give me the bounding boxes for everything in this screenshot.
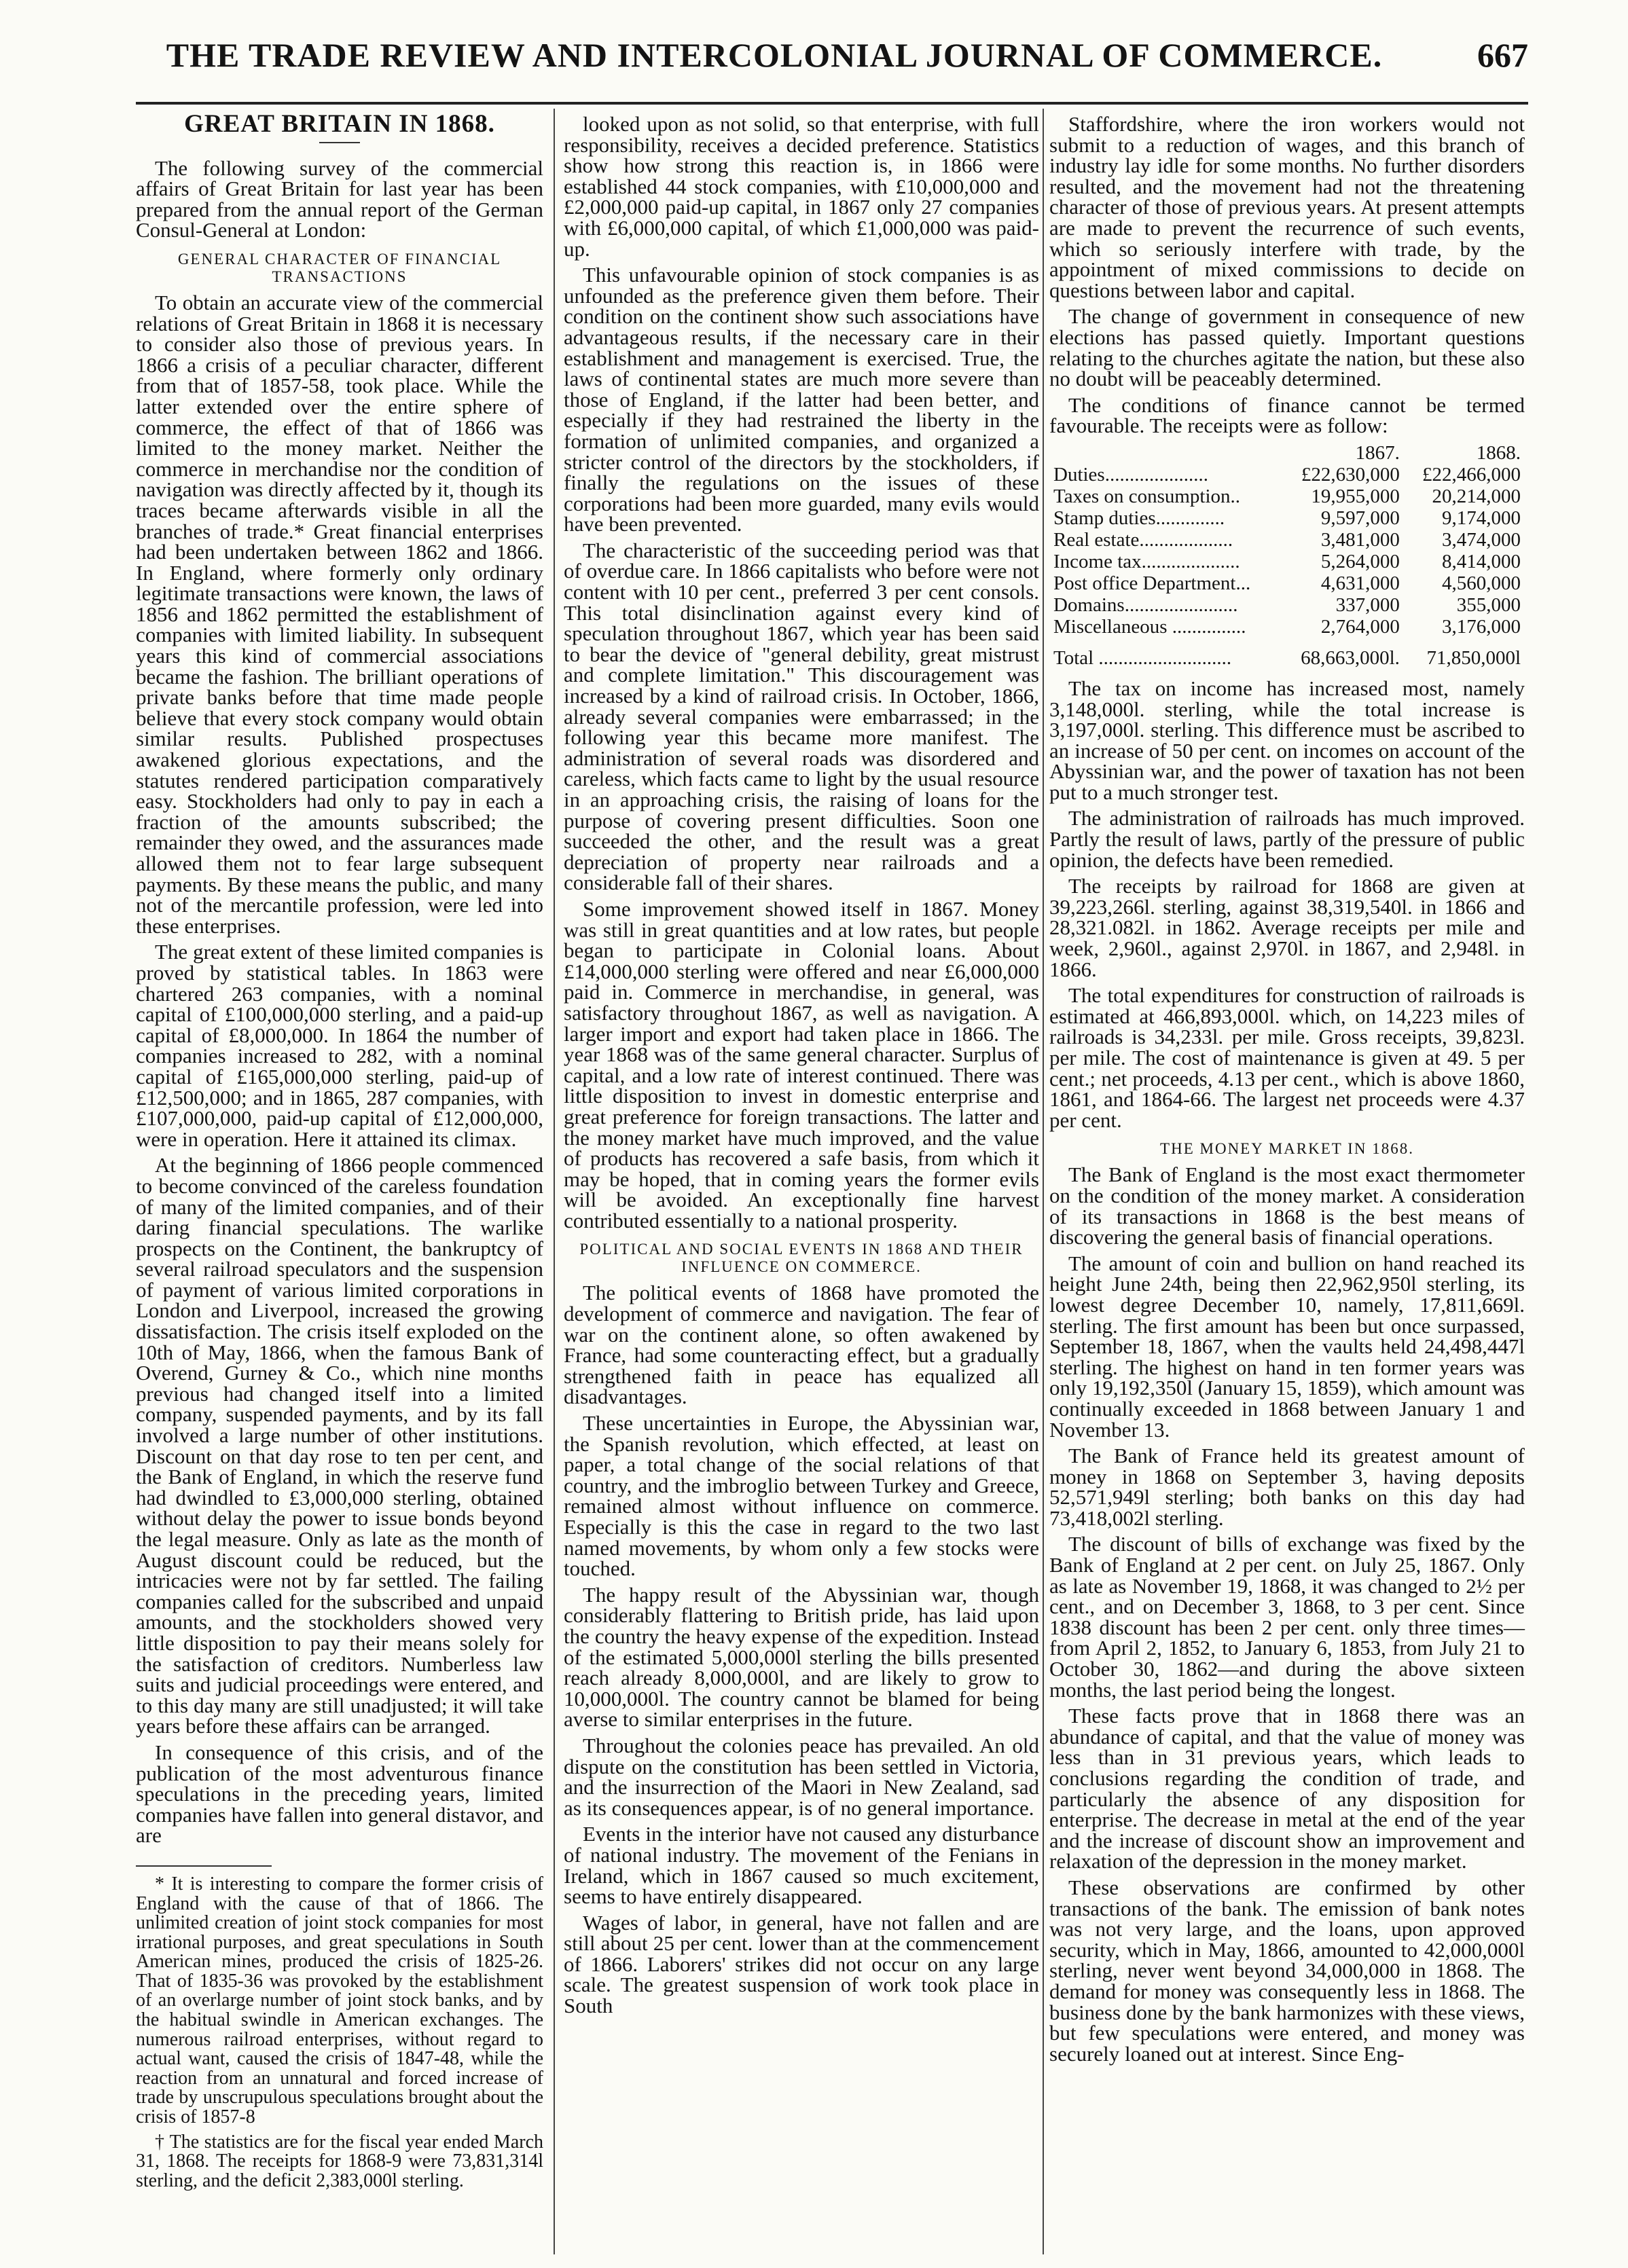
column-3 <box>1049 114 1525 2070</box>
paragraph: looked upon as not solid, so that enterprise, with full responsibility, receives a decided preference. Statistics show how strong this reaction is, in 1866 were established 44 stock companies, with £10,000,000 and £2,000,000 paid-up capital, in 1867 only 27 companies with £6,000,000 capital, of which £1,000,000 was paid-up. <box>564 112 1039 261</box>
table-cell: Income tax.................... <box>1053 550 1240 572</box>
paragraph: The Bank of England is the most exact thermometer on the condition of the money market. A consideration of its transactions in 1868 is the best means of discovering the general basis of financial operations. <box>1049 1163 1525 1249</box>
paragraph: To obtain an accurate view of the commercial relations of Great Britain in 1868 it is necessary to consider also those of previous years. In 1866 a crisis of a peculiar character, different from that of 1857-58, took place. While the latter extended over the entire sphere of commerce, the effect of that of 1866 was limited to the money market. Neither the commerce in merchandise nor the condition of navigation was directly affected by it, though its traces became afterwards visible in all the branches of trade.* Great financial enterprises had been undertaken between 1862 and 1866. In England, where formerly only ordinary legitimate transactions were known, the laws of 1856 and 1862 permitted the establishment of companies with limited liability. In subsequent years this kind of commercial associations became the fashion. The brilliant operations of private banks before that time made people believe that every stock company would obtain similar results. Published prospectuses awakened glorious expectations, and the statutes rendered participation comparatively easy. Stockholders had only to pay in each a fraction of the amounts subscribed; the remainder they owed, and the assurances made allowed them not to fear large subsequent payments. By these means the public, and many not of the mercantile profession, were led into these enterprises. <box>136 290 543 938</box>
footnote: * It is interesting to compare the former crisis of England with the cause of that of 1866. The unlimited creation of joint stock companies for most irrational purposes, and great speculations in South American mines, produced the crisis of 1825-26. That of 1835-36 was provoked by the establishment of an overlarge number of joint stock banks, and by the habitual swindle in American exchanges. The numerous railroad enterprises, without regard to actual want, caused the crisis of 1847-48, while the reaction from an unnatural and forced increase of trade by unscrupulous speculations brought about the crisis of 1857-8 <box>136 1873 543 2128</box>
receipts-table <box>1049 442 1525 669</box>
table-row <box>1049 507 1525 529</box>
paragraph: The change of government in consequence of new elections has passed quietly. Important questions relating to the churches agitate the nation, but these also no doubt will be peaceably determined. <box>1049 304 1525 391</box>
table-row <box>1049 486 1525 507</box>
table-cell: 19,955,000 <box>1311 485 1400 507</box>
table-cell: 9,174,000 <box>1442 507 1521 529</box>
table-header <box>1049 442 1282 464</box>
column-divider <box>1043 109 1044 2254</box>
journal-title: THE TRADE REVIEW AND INTERCOLONIAL JOURNAL OF COMMERCE. <box>166 36 1383 74</box>
paragraph: The amount of coin and bullion on hand reached its height June 24th, being then 22,962,950l sterling, its lowest degree December 10, namely, 17,811,669l. sterling. The first amount has been but once surpassed, September 18, 1867, when the vaults held 24,498,447l sterling. The highest on hand in ten former years was only 19,192,350l (January 15, 1859), which amount was continually exceeded in 1868 between January 1 and November 13. <box>1049 1251 1525 1442</box>
paragraph: The great extent of these limited companies is proved by statistical tables. In 1863 were chartered 263 companies, with a nominal capital of £100,000,000 sterling, and a paid-up capital of £8,000,000. In 1864 the number of companies increased to 282, with a nominal capital of £165,000,000 sterling, paid-up of £12,500,000; and in 1865, 287 companies, with £107,000,000, paid-up capital of £12,000,000, were in operation. Here it attained its climax. <box>136 940 543 1151</box>
paragraph: These uncertainties in Europe, the Abyssinian war, the Spanish revolution, which effected, at least on paper, a total change of the social relations of that country, and the imbroglio between Turkey and Greece, remained almost without influence on commerce. Especially is this the case in regard to the two last named movements, by whom only a few stocks were touched. <box>564 1411 1039 1581</box>
table-cell: 355,000 <box>1456 593 1521 616</box>
table-total-row <box>1049 638 1525 669</box>
table-cell: Post office Department... <box>1053 572 1251 594</box>
masthead <box>88 35 1528 90</box>
table-cell: Miscellaneous ............... <box>1053 615 1246 638</box>
paragraph: Throughout the colonies peace has prevailed. An old dispute on the constitution has been settled in Victoria, and the insurrection of the Maori in New Zealand, sad as its consequences appear, is of no general importance. <box>564 1733 1039 1820</box>
table-row <box>1049 464 1525 486</box>
table-row <box>1049 529 1525 551</box>
table-cell: 2,764,000 <box>1320 615 1400 638</box>
paragraph: This unfavourable opinion of stock companies is as unfounded as the preference given them before. Their condition on the continent show such associations have advantageous results, if the necessary care in their establishment and management is exercised. True, the laws of continental states are much more severe than those of England, if the latter had been better, and especially if they had restrained the liberty in the formation of unlimited companies, and organized a stricter control of the directors by the stockholders, if finally the regulations on the issues of these corporations had been more guarded, many evils would have been prevented. <box>564 263 1039 536</box>
article-title: GREAT BRITAIN IN 1868. <box>184 110 495 138</box>
table-cell: 3,481,000 <box>1320 528 1400 551</box>
table-row <box>1049 594 1525 616</box>
paragraph: The tax on income has increased most, namely 3,148,000l. sterling, while the total increase is 3,197,000l. sterling. This difference must be ascribed to an increase of 50 per cent. on incomes on account of the Abyssinian war, and the power of taxation has not been put to a much stronger test. <box>1049 676 1525 804</box>
paragraph: Events in the interior have not caused any disturbance of national industry. The movement of the Fenians in Ireland, which in 1867 caused so much excitement, seems to have entirely disappeared. <box>564 1822 1039 1909</box>
paragraph: Staffordshire, where the iron workers would not submit to a reduction of wages, and this branch of industry lay idle for some months. No further disorders resulted, and the movement had not the threatening character of those of previous years. At present attempts are made to prevent the recurrence of such events, which so seriously interfere with trade, by the appointment of mixed commissions to decide on questions between labor and capital. <box>1049 112 1525 302</box>
paragraph: In consequence of this crisis, and of the publication of the most adventurous finance speculations in the preceding years, limited companies have fallen into general distavor, and are <box>136 1740 543 1848</box>
column-1 <box>136 110 543 2196</box>
paragraph: These observations are confirmed by other transactions of the bank. The emission of bank notes was not very large, and the loans, upon approved security, which in May, 1866, amounted to 42,000,000l sterling, never went beyond 34,000,000 in 1868. The demand for money was consequently less in 1868. The business done by the bank harmonizes with these views, but few speculations were entered, and money was securely loaned out at interest. Since Eng- <box>1049 1875 1525 2066</box>
table-cell: Stamp duties.............. <box>1053 507 1225 529</box>
paragraph: The discount of bills of exchange was fixed by the Bank of England at 2 per cent. on July 25, 1867. Only as late as November 19, 1868, it was changed to 2½ per cent., and on December 3, 1868, to 3 per cent. Since 1838 discount has been 2 per cent. only three times—from April 2, 1852, to January 6, 1853, from July 21 to October 30, 1862—and during the above sixteen months, the last period being the longest. <box>1049 1532 1525 1702</box>
table-cell: Duties..................... <box>1053 463 1208 486</box>
table-row <box>1049 572 1525 594</box>
paragraph: The Bank of France held its greatest amount of money in 1868 on September 3, having deposits 52,571,949l sterling; both banks on this day had 73,418,002l sterling. <box>1049 1444 1525 1530</box>
title-rule <box>319 142 360 143</box>
table-cell: Domains....................... <box>1053 593 1238 616</box>
section-heading: POLITICAL AND SOCIAL EVENTS IN 1868 AND THEIR INFLUENCE ON COMMERCE. <box>579 1241 1024 1276</box>
table-cell: £22,630,000 <box>1301 463 1400 486</box>
table-cell: 3,474,000 <box>1442 528 1521 551</box>
table-cell: 3,176,000 <box>1442 615 1521 638</box>
intro-paragraph: The following survey of the commercial affairs of Great Britain for last year has been prepared from the annual report of the German Consul-General at London: <box>136 156 543 242</box>
column-2 <box>564 114 1039 2022</box>
table-cell: Real estate................... <box>1053 528 1233 551</box>
paragraph: The receipts by railroad for 1868 are given at 39,223,266l. sterling, against 38,319,540l. in 1866 and 28,321.082l. in 1862. Average receipts per mile and week, 2,960l., against 2,970l. in 1867, and 2,948l. in 1866. <box>1049 874 1525 981</box>
footnote: † The statistics are for the fiscal year ended March 31, 1868. The receipts for 1868-9 were 73,831,314l sterling, and the deficit 2,383,000l sterling. <box>136 2131 543 2191</box>
paragraph: The administration of railroads has much improved. Partly the result of laws, partly of the pressure of public opinion, the defects have been remedied. <box>1049 806 1525 872</box>
paragraph: The conditions of finance cannot be termed favourable. The receipts were as follow: <box>1049 392 1525 438</box>
table-cell: 20,214,000 <box>1432 485 1521 507</box>
table-cell: £22,466,000 <box>1422 463 1521 486</box>
table-cell: 337,000 <box>1335 593 1400 616</box>
table-cell: 5,264,000 <box>1320 550 1400 572</box>
paragraph: The characteristic of the succeeding period was that of overdue care. In 1866 capitalists who before were not content with 10 per cent., preferred 3 per cent consols. This total disinclination against every kind of speculation throughout 1867, which year has been said to bear the device of "general debility, great mistrust and complete limitation." This discouragement was increased by a kind of railroad crisis. In October, 1866, already several companies were embarrassed; in the following year this became more manifest. The administration of several roads was disordered and careless, which facts came to light by the usual resource in an approaching crisis, the raising of loans for the purpose of covering present difficulties. Soon one succeeded the other, and the result was a great depreciation of property near railroads and a considerable fall of their shares. <box>564 538 1039 895</box>
table-cell: 4,631,000 <box>1320 572 1400 594</box>
table-cell: Taxes on consumption.. <box>1053 485 1241 507</box>
paragraph: The total expenditures for construction of railroads is estimated at 466,893,000l. which, on 14,223 miles of railroads is 34,233l. per mile. Gross receipts, 39,823l. per mile. The cost of maintenance is given at 49. 5 per cent.; net proceeds, 4.13 per cent., which is above 1860, 1861, and 1864-66. The largest net proceeds were 4.37 per cent. <box>1049 983 1525 1132</box>
paragraph: The happy result of the Abyssinian war, though considerably flattering to British pride, has laid upon the country the heavy expense of the expedition. Instead of the estimated 5,000,000l sterling the bills presented reach already 8,000,000l, and are likely to grow to 10,000,000l. The country cannot be blamed for being averse to similar enterprises in the future. <box>564 1582 1039 1732</box>
paragraph: Wages of labor, in general, have not fallen and are still about 25 per cent. lower than at the commencement of 1866. Laborers' strikes did not occur on any large scale. The greatest suspension of work took place in South <box>564 1910 1039 2018</box>
paragraph: The political events of 1868 have promoted the development of commerce and navigation. The fear of war on the continent alone, so often awakened by France, had some counteracting effect, but a gradually strengthened faith in peace has equalized all disadvantages. <box>564 1281 1039 1409</box>
table-header: 1867. <box>1355 441 1400 464</box>
table-cell: 4,560,000 <box>1442 572 1521 594</box>
table-cell: 9,597,000 <box>1320 507 1400 529</box>
table-cell: 68,663,000l. <box>1301 646 1400 669</box>
table-cell: 71,850,000l <box>1426 646 1521 669</box>
header-rule <box>136 102 1528 105</box>
page-number: 667 <box>1477 36 1528 74</box>
paragraph: Some improvement showed itself in 1867. Money was still in great quantities and at low rates, but people began to participate in Colonial loans. About £14,000,000 sterling were offered and near £6,000,000 paid in. Commerce in merchandise, in general, was satisfactory throughout 1867, as well as navigation. A larger import and export had taken place in 1866. The year 1868 was of the same general character. Surplus of capital, and a low rate of interest continued. There was little disposition to invest in domestic enterprise and great preference for foreign transactions. The latter and the money market have much improved, and the value of products has recovered a safe basis, from which it may be hoped, that in coming years the former evils will be avoided. An exceptionally fine harvest contributed essentially to a national prosperity. <box>564 896 1039 1232</box>
section-heading: THE MONEY MARKET IN 1868. <box>1160 1140 1414 1158</box>
table-row <box>1049 551 1525 572</box>
table-header-row <box>1049 442 1525 464</box>
column-divider <box>554 109 555 2254</box>
table-cell: Total ........................... <box>1053 646 1232 669</box>
paragraph: At the beginning of 1866 people commenced to become convinced of the careless foundation of many of the limited companies, and of their daring financial speculations. The warlike prospects on the Continent, the bankruptcy of several railroad speculators and the suspension of payment of various limited corporations in London and Liverpool, increased the growing dissatisfaction. The crisis itself exploded on the 10th of May, 1866, when the famous Bank of Overend, Gurney & Co., which nine months previous had changed itself into a limited company, suspended payments, and by its fall involved a large number of other institutions. Discount on that day rose to ten per cent, and the Bank of England, in which the reserve fund had dwindled to £3,000,000 sterling, obtained without delay the power to issue bonds beyond the legal measure. Only as late as the month of August discount could be reduced, but the intricacies were not by far settled. The failing companies called for the subscribed and unpaid amounts, and the stockholders showed very little disposition to pay their means solely for the satisfaction of creditors. Numberless law suits and judicial proceedings were entered, and to this day many are still unadjusted; it will take years before these affairs can be arranged. <box>136 1153 543 1738</box>
table-header: 1868. <box>1476 441 1521 464</box>
section-heading: GENERAL CHARACTER OF FINANCIAL TRANSACTIONS <box>177 250 502 285</box>
table-cell: 8,414,000 <box>1442 550 1521 572</box>
table-row <box>1049 616 1525 638</box>
paragraph: These facts prove that in 1868 there was an abundance of capital, and that the value of money was less than in 31 previous years, which leads to conclusions regarding the condition of trade, and particularly the absence of any disposition for enterprise. The decrease in metal at the end of the year and the increase of discount show an improvement and relaxation of the depression in the money market. <box>1049 1704 1525 1873</box>
footnote-rule <box>136 1865 272 1867</box>
